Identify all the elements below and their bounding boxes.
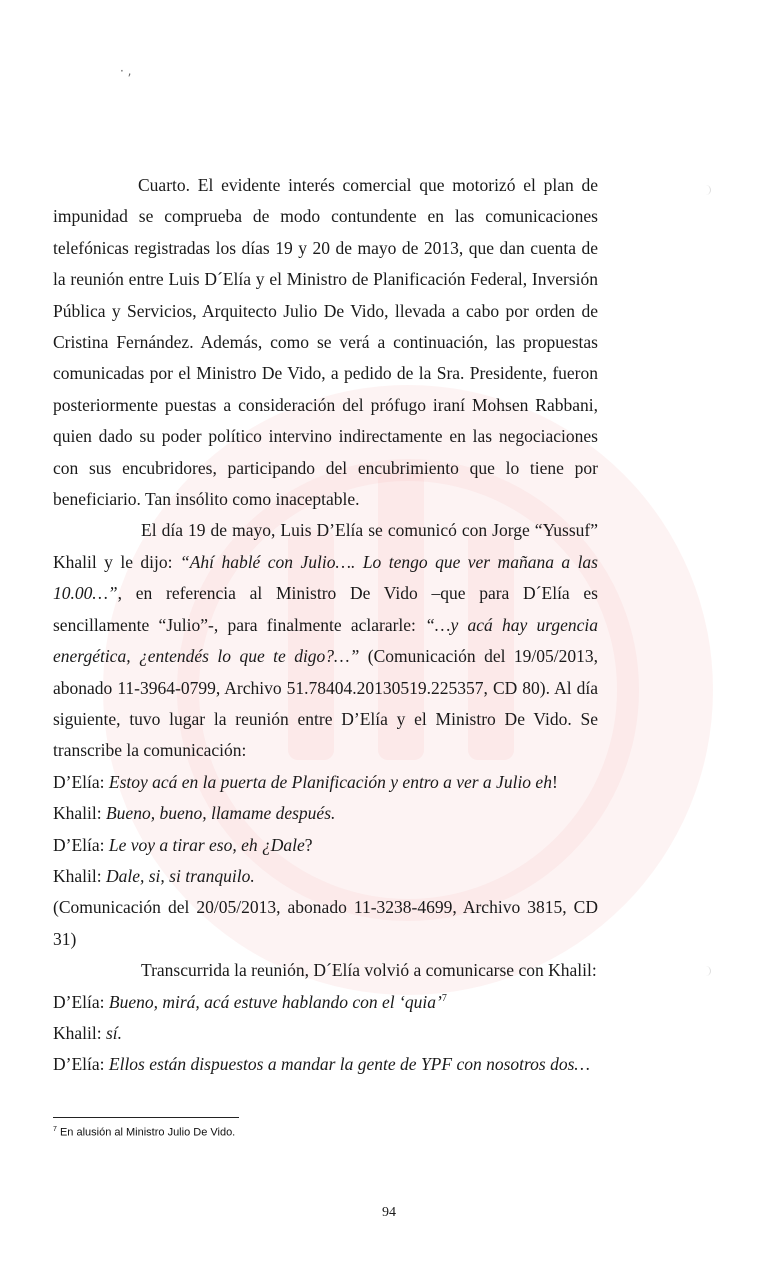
scan-edge-mark (700, 966, 711, 976)
p2-quote-d: “…y acá hay urgencia energética, ¿entendés lo que te digo?…” (53, 614, 599, 667)
speaker: Khalil: (53, 865, 106, 886)
speaker: Khalil: (53, 803, 106, 824)
p2-text-a: El día 19 de mayo, Luis D’Elía se comunicó con Jorge “Yussuf” Khalil y le dijo: (53, 520, 598, 572)
dialog-line (53, 861, 598, 892)
body-text (53, 170, 598, 1081)
dialog-text: Le voy a tirar eso, eh ¿Dale (108, 834, 305, 855)
citation-20-mayo: (Comunicación del 20/05/2013, abonado 11-3238-4699, Archivo 3815, CD 31) (53, 897, 598, 949)
speaker: D’Elía: (53, 1054, 109, 1075)
speaker: D’Elía: (53, 834, 109, 855)
dialog-text: sí. (105, 1022, 123, 1043)
dialog-tail: ! (551, 771, 558, 792)
dialog-text: Estoy acá en la puerta de Planificación y entro a ver a Julio eh (108, 771, 552, 792)
dialog-line (53, 767, 598, 798)
paragraph-transcurrida: Transcurrida la reunión, D´Elía volvió a comunicarse con Khalil: (141, 960, 597, 981)
page-number: 94 (382, 1205, 396, 1220)
dialog-line (53, 798, 598, 829)
footnote-mark: 7 (53, 1126, 57, 1133)
footnote-divider (53, 1117, 239, 1118)
footnote-text: En alusión al Ministro Julio De Vido. (56, 1126, 236, 1139)
dialog-text: Ellos están dispuestos a mandar la gente de YPF con nosotros dos… (108, 1054, 590, 1075)
dialog-line (53, 830, 598, 861)
p2-text-e: (Comunicación del 19/05/2013, abonado 11-3964-0799, Archivo 51.78404.20130519.225357, CD 80). Al día siguiente, tuvo lugar la reunión entre D’Elía y el Ministro De Vido. Se transcribe la comunicación: (53, 646, 599, 761)
speaker: D’Elía: (53, 771, 109, 792)
dialog-text: Dale, si, si tranquilo. (105, 865, 255, 886)
dialog-line (53, 1018, 598, 1049)
dialog-text: Bueno, bueno, llamame después. (105, 803, 336, 824)
scan-edge-mark (700, 185, 711, 195)
paragraph-cuarto: Cuarto. El evidente interés comercial que motorizó el plan de impunidad se comprueba de modo contundente en las comunicaciones telefónicas registradas los días 19 y 20 de mayo de 2013, que dan cuenta de la reunión entre Luis D´Elía y el Ministro de Planificación Federal, Inversión Pública y Servicios, Arquitecto Julio De Vido, llevada a cabo por orden de Cristina Fernández. Además, como se verá a continuación, las propuestas comunicadas por el Ministro De Vido, a pedido de la Sra. Presidente, fueron posteriormente puestas a consideración del prófugo iraní Mohsen Rabbani, quien dado su poder político intervino indirectamente en las negociaciones con sus encubridores, participando del encubrimiento que lo tiene por beneficiario. Tan insólito como inaceptable. (53, 175, 598, 510)
p2-text-c: , en referencia al Ministro De Vido –que para D´Elía es sencillamente “Julio”-, para finalmente aclararle: (53, 583, 598, 635)
footnote-ref: 7 (441, 992, 447, 1004)
dialog-line (53, 1049, 598, 1080)
dialog-tail: ? (304, 834, 313, 855)
dialog-text: Bueno, mirá, acá estuve hablando con el ‘quia’ (108, 991, 442, 1012)
footnote (53, 1126, 235, 1139)
p2-quote-b: “Ahí hablé con Julio…. Lo tengo que ver mañana a las 10.00…” (53, 551, 598, 604)
paragraph-19-mayo (53, 515, 598, 766)
speaker: D’Elía: (53, 991, 109, 1012)
dialog-line (53, 987, 598, 1018)
scan-mark: · , (120, 64, 132, 78)
speaker: Khalil: (53, 1022, 106, 1043)
